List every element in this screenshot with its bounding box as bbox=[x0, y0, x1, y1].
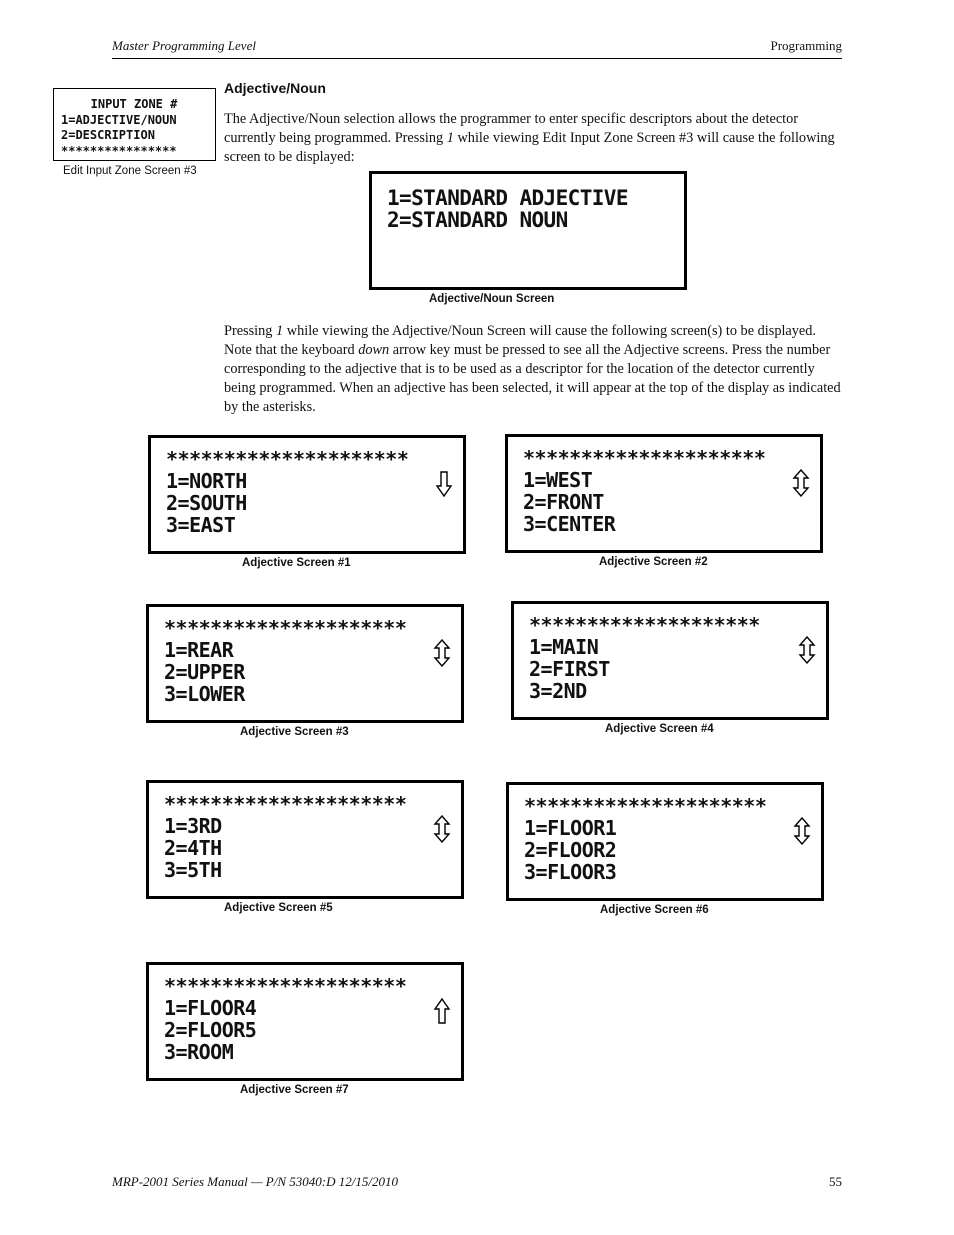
up-down-arrow-icon bbox=[433, 639, 451, 667]
lcd-line: 2=FLOOR2 bbox=[524, 838, 617, 862]
section-title: Adjective/Noun bbox=[224, 80, 326, 96]
adjective-screen-2-caption: Adjective Screen #2 bbox=[599, 556, 708, 568]
lcd-line: 2=FIRST bbox=[529, 657, 610, 681]
lcd-line: 2=DESCRIPTION bbox=[61, 128, 155, 142]
edit-screen-caption: Edit Input Zone Screen #3 bbox=[63, 165, 197, 177]
intro-paragraph: The Adjective/Noun selection allows the programmer to enter specific descriptors about the detector currently being programmed. Pressing 1 while viewing Edit Input Zone Screen #3 will cause the following screen to be displayed: bbox=[224, 111, 835, 165]
lcd-line: INPUT ZONE # bbox=[90, 97, 178, 111]
lcd-line: 1=FLOOR1 bbox=[524, 816, 617, 840]
lcd-line: 3=2ND bbox=[529, 679, 587, 703]
edit-input-zone-screen bbox=[53, 88, 216, 161]
lcd-line: 1=STANDARD ADJECTIVE bbox=[387, 186, 628, 210]
header-rule bbox=[112, 58, 842, 59]
adjective-screen-5-caption: Adjective Screen #5 bbox=[224, 902, 333, 914]
lcd-line: ********************* bbox=[164, 616, 407, 640]
lcd-line: ********************* bbox=[166, 447, 409, 471]
up-arrow-icon bbox=[433, 997, 451, 1025]
footer-manual-info: MRP-2001 Series Manual — P/N 53040:D 12/15/2010 bbox=[112, 1174, 398, 1189]
lcd-line: **************** bbox=[61, 143, 177, 158]
header-chapter: Master Programming Level bbox=[112, 38, 256, 53]
lcd-line: 1=3RD bbox=[164, 814, 222, 838]
adjective-screen-1-caption: Adjective Screen #1 bbox=[242, 557, 351, 569]
page-number: 55 bbox=[829, 1174, 842, 1189]
adjective-noun-screen bbox=[369, 171, 687, 290]
lcd-line: 1=MAIN bbox=[529, 635, 599, 659]
adjective-screen-3 bbox=[146, 604, 464, 723]
adjective-screen-4-caption: Adjective Screen #4 bbox=[605, 723, 714, 735]
lcd-line: 2=FRONT bbox=[523, 490, 604, 514]
lcd-line: 2=FLOOR5 bbox=[164, 1018, 257, 1042]
adjective-paragraph: Pressing 1 while viewing the Adjective/Noun Screen will cause the following screen(s) to be displayed. Note that the keyboard down arrow key must be pressed to see all the Adjective screens. Press the number corresponding to the adjective that is to be used as a descriptor for the location of the detector currently being programmed. When an adjective has been selected, it will appear at the top of the display as indicated by the asterisks. bbox=[224, 323, 841, 415]
up-down-arrow-icon bbox=[793, 817, 811, 845]
up-down-arrow-icon bbox=[792, 469, 810, 497]
lcd-line: 2=SOUTH bbox=[166, 491, 247, 515]
lcd-line: 1=REAR bbox=[164, 638, 234, 662]
lcd-line: 1=ADJECTIVE/NOUN bbox=[61, 112, 177, 127]
lcd-line: 3=FLOOR3 bbox=[524, 860, 617, 884]
adjective-noun-caption: Adjective/Noun Screen bbox=[429, 293, 555, 305]
lcd-line: 3=ROOM bbox=[164, 1040, 234, 1064]
lcd-line: 1=WEST bbox=[523, 468, 593, 492]
lcd-line: 2=4TH bbox=[164, 836, 222, 860]
adjective-screen-5 bbox=[146, 780, 464, 899]
down-arrow-icon bbox=[435, 470, 453, 498]
lcd-line: 1=NORTH bbox=[166, 469, 247, 493]
header-section: Programming bbox=[770, 38, 842, 53]
lcd-line: 2=UPPER bbox=[164, 660, 245, 684]
adjective-screen-6 bbox=[506, 782, 824, 901]
adjective-screen-4 bbox=[511, 601, 829, 720]
lcd-line: 3=CENTER bbox=[523, 512, 616, 536]
up-down-arrow-icon bbox=[433, 815, 451, 843]
lcd-line: ********************* bbox=[164, 974, 407, 998]
lcd-line: ********************* bbox=[524, 794, 767, 818]
up-down-arrow-icon bbox=[798, 636, 816, 664]
lcd-line: ******************** bbox=[529, 613, 760, 637]
adjective-screen-7 bbox=[146, 962, 464, 1081]
adjective-screen-6-caption: Adjective Screen #6 bbox=[600, 904, 709, 916]
lcd-line: 3=EAST bbox=[166, 513, 236, 537]
lcd-line: ********************* bbox=[523, 446, 766, 470]
lcd-line: ********************* bbox=[164, 792, 407, 816]
adjective-screen-2 bbox=[505, 434, 823, 553]
lcd-line: 1=FLOOR4 bbox=[164, 996, 257, 1020]
adjective-screen-1 bbox=[148, 435, 466, 554]
adjective-screen-7-caption: Adjective Screen #7 bbox=[240, 1084, 349, 1096]
lcd-line: 3=LOWER bbox=[164, 682, 245, 706]
lcd-line: 3=5TH bbox=[164, 858, 222, 882]
adjective-screen-3-caption: Adjective Screen #3 bbox=[240, 726, 349, 738]
lcd-line: 2=STANDARD NOUN bbox=[387, 208, 568, 232]
